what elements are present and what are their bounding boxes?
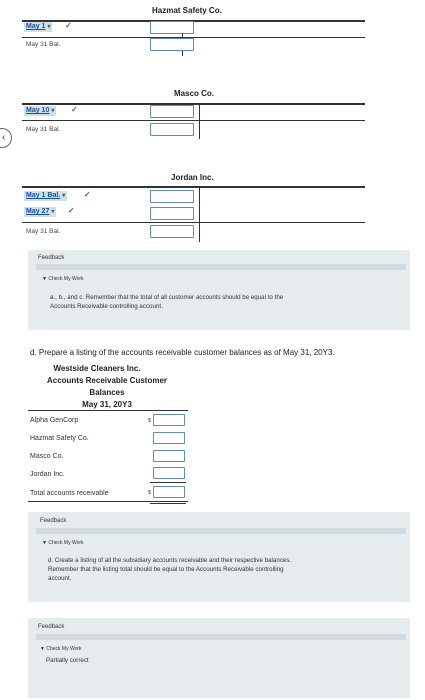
amount-input-masco[interactable] [153,450,185,462]
balance-input-hazmat[interactable] [150,38,194,51]
total-rule [28,501,188,502]
ledger-row-rule [22,222,365,223]
previous-button[interactable] [0,128,12,148]
amount-input-hazmat[interactable] [153,432,185,444]
chevron-down-icon: ▾ [51,209,55,215]
triangle-down-icon: ▼ [40,646,45,652]
check-my-work-label: ▼ Check My Work [42,540,84,546]
debit-input-hazmat-1[interactable] [150,21,194,34]
feedback-panel [28,250,410,330]
amount-input-total[interactable] [153,486,185,498]
feedback-text: d. Create a listing of all the subsidiary accounts receivable and their respective balances. Remember that the listing total should be equal to the Accounts Receivable controlling account. [48,557,292,582]
ledger-title-masco: Masco Co. [174,89,215,98]
balance-input-masco[interactable] [150,123,194,136]
chevron-left-icon: ‹ [2,132,6,143]
checkmark-icon: ✓ [84,190,91,199]
debit-input-jordan-2[interactable] [150,207,194,220]
ledger-top-rule [22,186,365,188]
amount-input-alpha[interactable] [153,414,185,426]
report-row-label: Hazmat Safety Co. [30,435,89,442]
triangle-down-icon: ▼ [42,540,47,546]
feedback-panel [28,618,410,698]
feedback-text: a., b., and c. Remember that the total of all customer accounts should be equal to the Accounts Receivable controlling account. [50,294,284,310]
currency-symbol: $ [148,490,151,496]
ledger-row-rule [22,120,365,121]
subtotal-rule [150,482,186,483]
balance-label: May 31 Bal. [26,126,61,133]
report-date: May 31, 20Y3 [82,400,132,409]
report-total-label: Total accounts receivable [30,490,109,497]
feedback-divider [36,264,406,270]
question-text: d. Prepare a listing of the accounts receivable customer balances as of May 31, 20Y3. [30,348,335,357]
feedback-status: Partially correct [46,657,89,664]
ledger-divider [199,186,200,242]
check-my-work-label: ▼ Check My Work [40,646,82,652]
company-name: Westside Cleaners Inc. [53,364,141,373]
balance-label: May 31 Bal. [26,41,61,48]
currency-symbol: $ [148,418,151,424]
checkmark-icon: ✓ [71,105,78,114]
ledger-divider [199,103,200,139]
balance-label: May 31 Bal. [26,228,61,235]
checkmark-icon: ✓ [65,21,72,30]
feedback-panel [28,512,410,602]
feedback-heading: Feedback [40,518,67,524]
ledger-title-hazmat: Hazmat Safety Co. [152,6,222,15]
entry-dropdown-may-1[interactable]: May 1 ▾ [26,23,51,30]
feedback-divider [36,528,406,534]
report-header-rule [28,410,188,411]
feedback-heading: Feedback [38,255,65,261]
balance-input-jordan[interactable] [150,225,194,238]
entry-dropdown-may-27[interactable]: May 27 ▾ [26,208,55,215]
entry-dropdown-may-1-bal[interactable]: May 1 Bal. ▾ [26,192,66,199]
report-row-label: Jordan Inc. [30,471,65,478]
triangle-down-icon: ▼ [42,276,47,282]
report-title: Accounts Receivable Customer [46,376,168,385]
chevron-down-icon: ▾ [51,108,55,114]
report-row-label: Alpha GenCorp [30,417,79,424]
debit-input-masco-1[interactable] [150,105,194,118]
amount-input-jordan[interactable] [153,467,185,479]
ledger-row-rule [22,37,365,38]
chevron-down-icon: ▾ [62,193,66,199]
feedback-divider [36,634,406,640]
feedback-heading: Feedback [38,624,65,630]
chevron-down-icon: ▾ [47,24,51,30]
ledger-title-jordan: Jordan Inc. [171,173,214,182]
report-title-line2: Balances [89,388,125,397]
entry-dropdown-may-10[interactable]: May 10 ▾ [26,107,55,114]
check-my-work-label: ▼ Check My Work [42,276,84,282]
debit-input-jordan-1[interactable] [150,190,194,203]
checkmark-icon: ✓ [68,206,75,215]
report-row-label: Masco Co. [30,453,64,460]
double-rule [150,503,186,504]
